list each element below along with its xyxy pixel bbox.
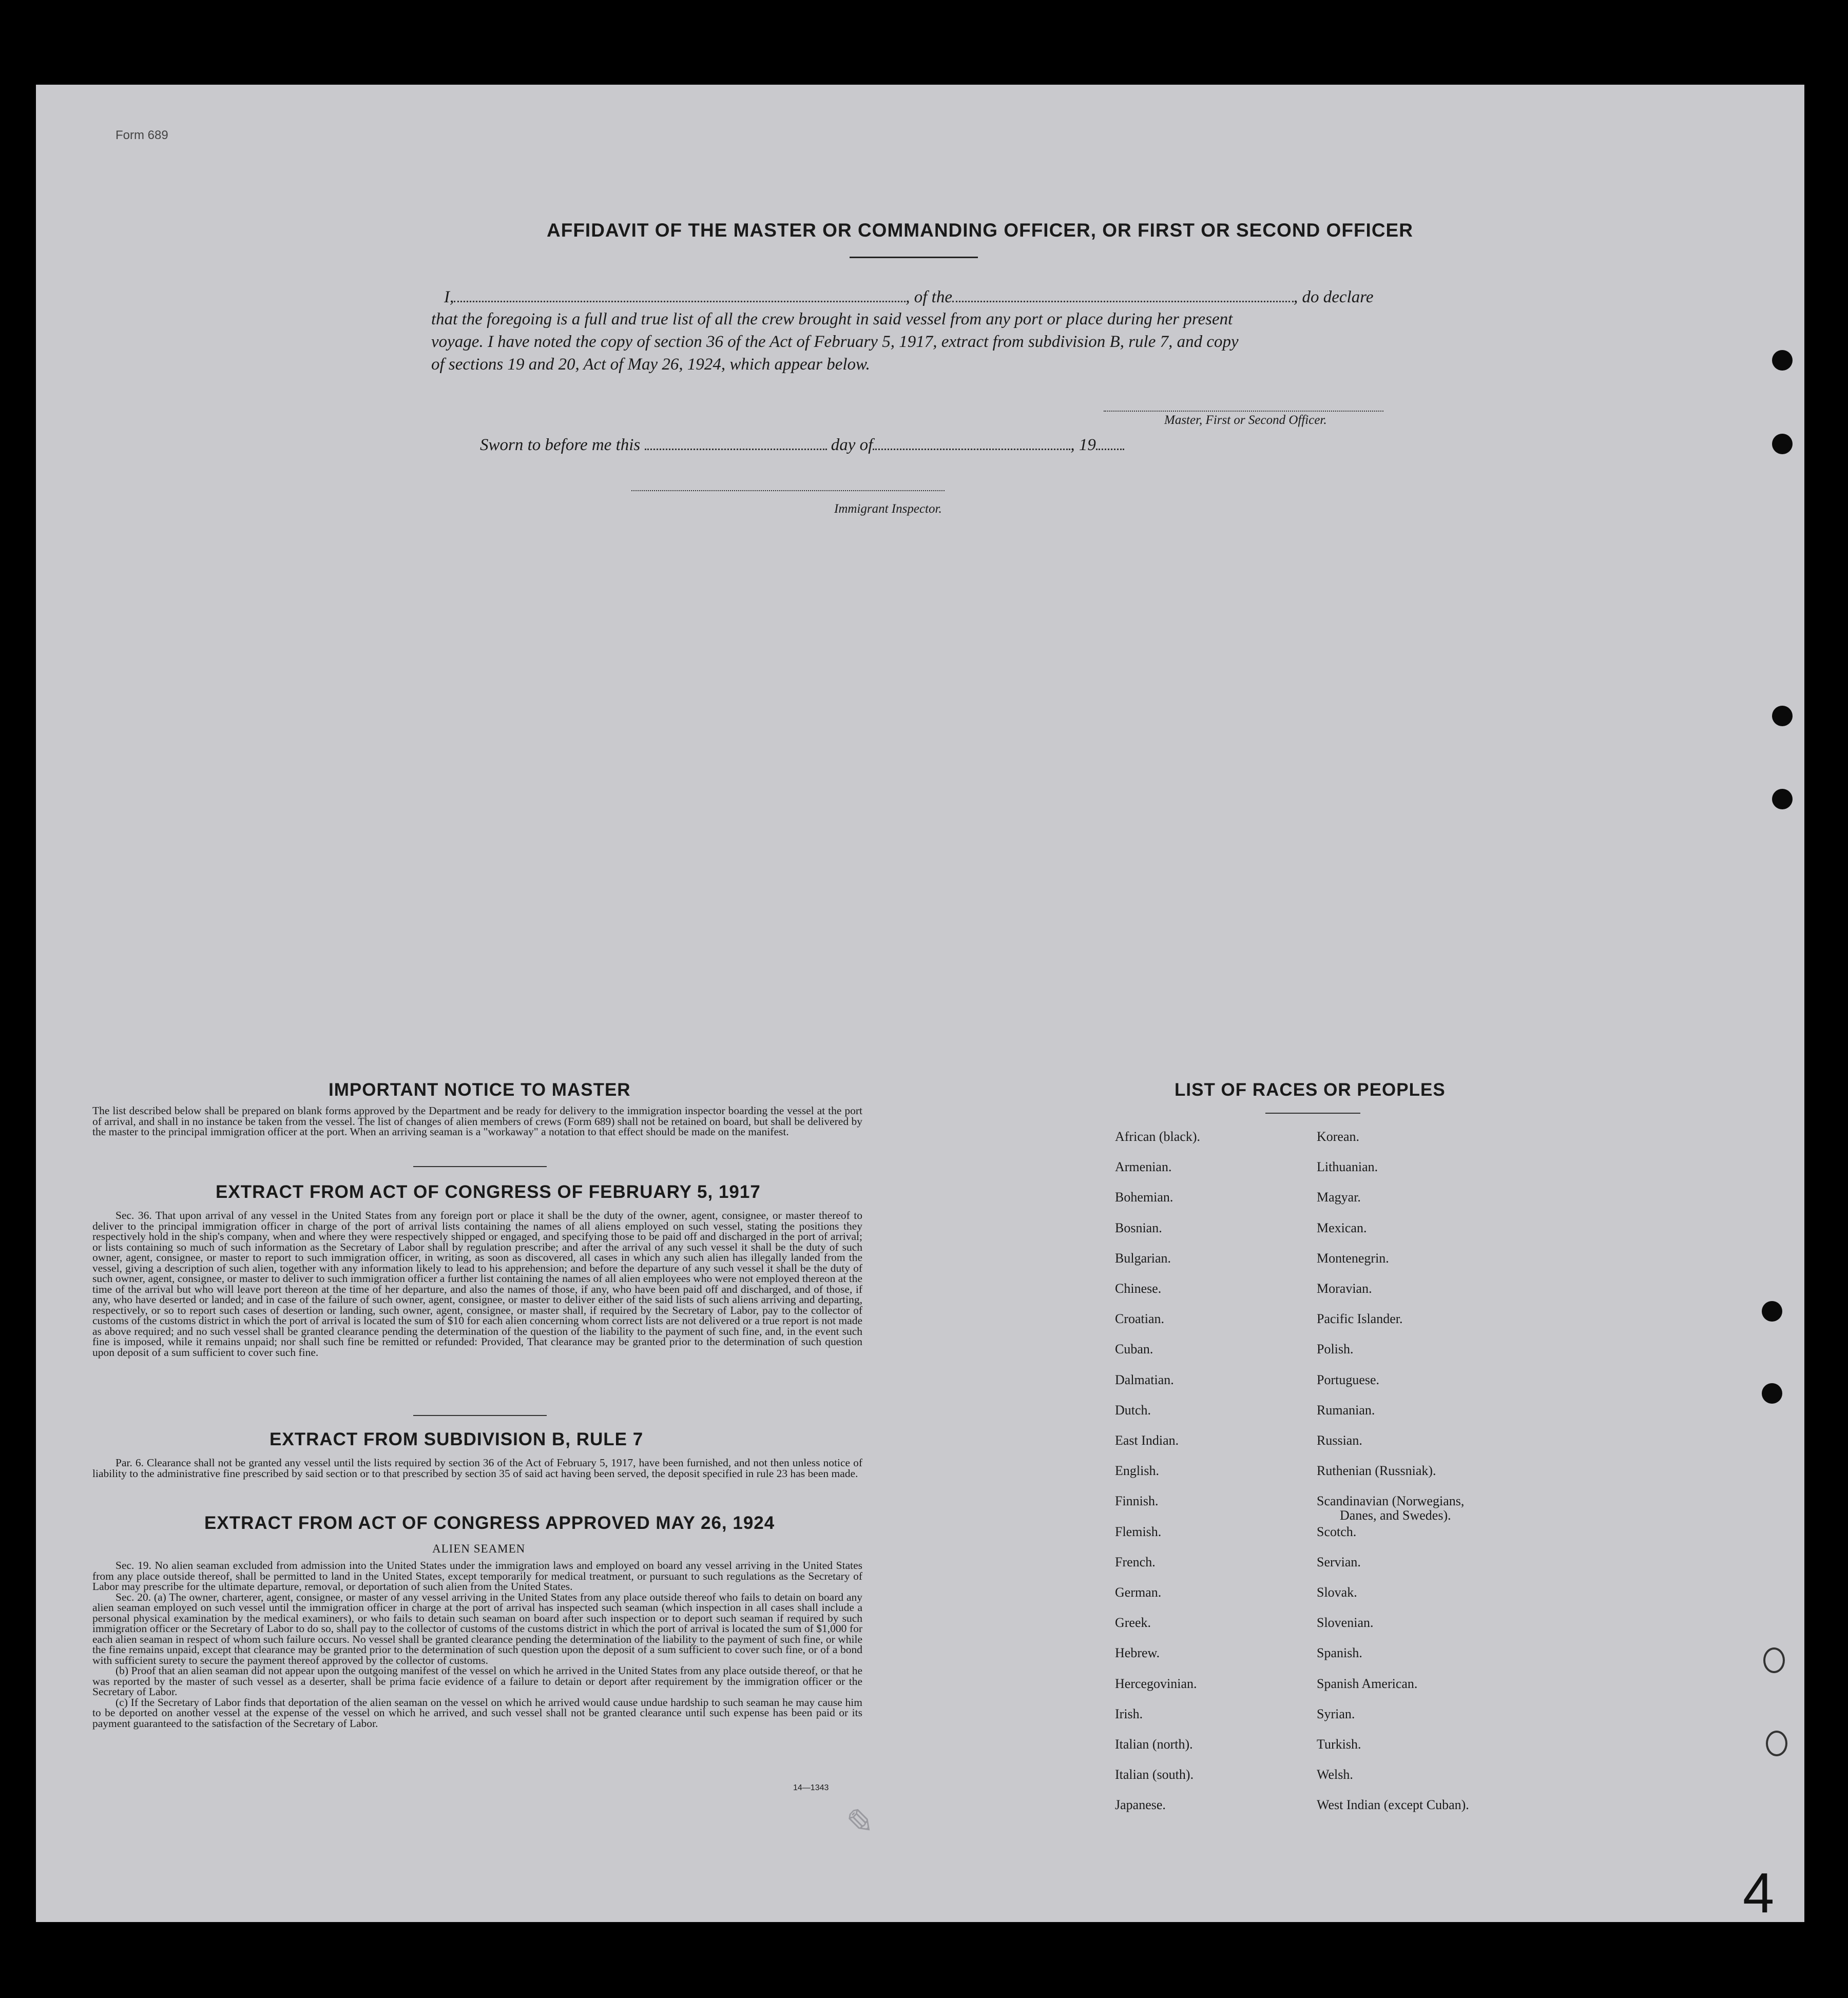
binder-hole — [1772, 706, 1793, 726]
race-item: Scandinavian (Norwegians, — [1317, 1493, 1465, 1509]
vessel-blank — [952, 287, 1294, 302]
divider — [413, 1415, 547, 1416]
affidavit-of-the: , of the — [906, 288, 952, 306]
affidavit-declare: , do declare — [1293, 288, 1374, 306]
race-item: Montenegrin. — [1317, 1250, 1389, 1266]
races-title: LIST OF RACES OR PEOPLES — [1175, 1080, 1446, 1100]
sworn-line — [480, 435, 1124, 455]
race-item: Pacific Islander. — [1317, 1311, 1403, 1327]
affidavit-i: I, — [444, 288, 454, 306]
race-item: Ruthenian (Russniak). — [1317, 1463, 1436, 1479]
extract-1924-text — [92, 1560, 862, 1729]
race-item: African (black). — [1115, 1129, 1201, 1144]
print-code: 14—1343 — [793, 1783, 829, 1792]
race-item: Polish. — [1317, 1342, 1354, 1357]
race-item: English. — [1115, 1463, 1159, 1479]
affidavit-title: AFFIDAVIT OF THE MASTER OR COMMANDING OFFICER, OR FIRST OR SECOND OFFICER — [547, 220, 1413, 241]
inspector-label: Immigrant Inspector. — [834, 502, 942, 516]
race-item: Bohemian. — [1115, 1190, 1173, 1205]
race-item: Scotch. — [1317, 1524, 1357, 1539]
race-item: Spanish American. — [1317, 1676, 1418, 1691]
race-item: Bosnian. — [1115, 1220, 1162, 1235]
affidavit-line-4: of sections 19 and 20, Act of May 26, 1924, which appear below. — [431, 355, 870, 374]
race-item: Servian. — [1317, 1554, 1361, 1569]
binder-hole-outline — [1763, 1647, 1785, 1673]
section-20c-text: (c) If the Secretary of Labor finds that deportation of the alien seaman on the vessel on which he arrived would cause undue hardship to such seaman he may cause him to be deported on another vessel at the expense of the vessel on which he arrived, and such vessel shall not be granted clearance until such expense has been paid or its payment guaranteed to the satisfaction of the Secretary of Labor. — [92, 1696, 862, 1730]
race-item: Danes, and Swedes). — [1340, 1508, 1451, 1523]
race-item: Japanese. — [1115, 1797, 1166, 1813]
race-item: Hebrew. — [1115, 1645, 1160, 1661]
binder-hole — [1772, 789, 1793, 809]
race-item: Dutch. — [1115, 1402, 1151, 1418]
race-item: Hercegovinian. — [1115, 1676, 1197, 1691]
race-item: Italian (south). — [1115, 1767, 1194, 1782]
race-item: Portuguese. — [1317, 1372, 1380, 1387]
section-36-text: Sec. 36. That upon arrival of any vessel in the United States from any foreign port or place it shall be the duty of the owner, agent, consignee, or master thereof to deliver to the principal immigration officer in charge of the port of arrival lists containing the names of all aliens employed on such vessel, stating the positions they respectively hold in the ship's company, when and where they were respectively shipped or engaged, and specifying those to be paid off and discharged in the port of arrival; or lists containing so much of such information as the Secretary of Labor shall by regulation prescribe; and after the arrival of any such vessel it shall be the duty of such owner, agent, consignee, or master to report to such immigration officer, in writing, as soon as discovered, all cases in which any such alien has illegally landed from the vessel, giving a description of such alien, together with any information likely to lead to his apprehension; and before the departure of any such vessel it shall be the duty of such owner, agent, consignee, or master to deliver to such immigration officer a further list containing the names of all alien employees who were not employed thereon at the time of the arrival but who will leave port thereon at the time of her departure, and also the names of those, if any, who have been paid off and discharged, and of those, if any, who have deserted or landed; and in case of the failure of such owner, agent, consignee, or master to deliver either of the said lists of such aliens arriving and departing, respectively, or so to report such cases of desertion or landing, such owner, agent, consignee, or master shall, if required by the Secretary of Labor, pay to the collector of customs of the customs district in which the port of arrival is located the sum of $10 for each alien concerning whom correct lists are not delivered or a true report is not made as above required; and no such vessel shall be granted clearance pending the determination of the question of the liability to the payment of such fine, and, in the event such fine is imposed, while it remains unpaid; nor shall such fine be remitted or refunded: Provided, That clearance may be granted prior to the determination of such question upon deposit of a sum sufficient to cover such fine. — [92, 1209, 862, 1359]
sworn-prefix: Sworn to before me this — [480, 436, 641, 454]
race-item: Mexican. — [1317, 1220, 1367, 1235]
race-item: Rumanian. — [1317, 1402, 1375, 1418]
paragraph-6-text: Par. 6. Clearance shall not be granted any vessel until the lists required by section 36 of the Act of February 5, 1917, have been furnished, and not then unless notice of liability to the administrative fine prescribed by said section or to that prescribed by section 35 of said act having been served, the deposit specified in rule 23 has been made. — [92, 1457, 862, 1480]
race-item: Moravian. — [1317, 1281, 1372, 1296]
race-item: Spanish. — [1317, 1645, 1362, 1661]
sworn-day-label: day of — [831, 436, 873, 454]
extract-rule7-title: EXTRACT FROM SUBDIVISION B, RULE 7 — [270, 1429, 644, 1449]
race-item: Armenian. — [1115, 1159, 1172, 1175]
race-item: Turkish. — [1317, 1737, 1361, 1752]
divider — [413, 1166, 547, 1167]
race-item: Cuban. — [1115, 1342, 1153, 1357]
race-item: Korean. — [1317, 1129, 1360, 1144]
race-item: Magyar. — [1317, 1190, 1361, 1205]
binder-hole-outline — [1766, 1731, 1787, 1756]
day-blank — [645, 435, 827, 450]
race-item: East Indian. — [1115, 1433, 1179, 1448]
race-item: Finnish. — [1115, 1493, 1159, 1509]
inspector-signature-line — [631, 490, 945, 491]
race-item: Chinese. — [1115, 1281, 1162, 1296]
race-item: Flemish. — [1115, 1524, 1162, 1539]
affidavit-line-3: voyage. I have noted the copy of section 36 of the Act of February 5, 1917, extract from subdivision B, rule 7, and copy — [431, 333, 1239, 351]
extract-rule7-text — [92, 1458, 862, 1479]
race-item: Croatian. — [1115, 1311, 1165, 1327]
extract-1917-title: EXTRACT FROM ACT OF CONGRESS OF FEBRUARY 5, 1917 — [216, 1182, 761, 1202]
binder-hole — [1772, 350, 1793, 371]
race-item: Greek. — [1115, 1615, 1151, 1631]
notice-title: IMPORTANT NOTICE TO MASTER — [329, 1080, 631, 1100]
race-item: Russian. — [1317, 1433, 1362, 1448]
faded-stamp: ✎ — [839, 1801, 875, 1845]
name-blank — [454, 287, 906, 302]
extract-1924-title: EXTRACT FROM ACT OF CONGRESS APPROVED MAY 26, 1924 — [204, 1513, 775, 1533]
sworn-year-label: , 19 — [1070, 436, 1096, 454]
race-item: Italian (north). — [1115, 1737, 1193, 1752]
race-item: Lithuanian. — [1317, 1159, 1378, 1175]
binder-hole — [1762, 1301, 1782, 1322]
section-20a-text: Sec. 20. (a) The owner, charterer, agent, consignee, or master of any vessel arriving in the United States from any place outside thereof who fails to detain on board any alien seaman employed on such vessel until the immigration officer in charge at the port of arrival has inspected such seaman (which inspection in all cases shall include a personal physical examination by the medical examiners), or who fails to detain such seaman on board after such inspection or to deport such seaman if required by such immigration officer or the Secretary of Labor to do so, shall pay to the collector of customs of the customs district in which the port of arrival is located the sum of $1,000 for each alien seaman in respect of whom such failure occurs. No vessel shall be granted clearance pending the determination of the liability to the payment of such fine, or while the fine remains unpaid, except that clearance may be granted prior to the determination of such question upon the deposit of a sum sufficient to cover such fine, or of a bond with sufficient surety to secure the payment thereof approved by the collector of customs. — [92, 1590, 862, 1666]
handwritten-mark: 4 — [1743, 1861, 1775, 1925]
affidavit-line-2: that the foregoing is a full and true list of all the crew brought in said vessel from any port or place during her present — [431, 310, 1233, 328]
race-item: Irish. — [1115, 1706, 1143, 1721]
race-item: West Indian (except Cuban). — [1317, 1797, 1469, 1813]
section-20b-text: (b) Proof that an alien seaman did not appear upon the outgoing manifest of the vessel on which he arrived in the United States from any place outside thereof, or that he was reported by the master of such vessel as a deserter, shall be prima facie evidence of a failure to detain or deport after requirement by the immigration officer or the Secretary of Labor. — [92, 1664, 862, 1698]
year-blank — [1096, 435, 1124, 450]
divider — [1265, 1113, 1360, 1114]
race-item: Slovak. — [1317, 1585, 1357, 1600]
race-item: Bulgarian. — [1115, 1250, 1171, 1266]
master-signature-line — [1104, 411, 1383, 412]
master-label: Master, First or Second Officer. — [1164, 413, 1327, 427]
month-blank — [873, 435, 1070, 450]
race-item: German. — [1115, 1585, 1162, 1600]
notice-text: The list described below shall be prepared on blank forms approved by the Department and be ready for delivery to the immigration inspector boarding the vessel at the port of arrival, and shall in no instance be taken from the vessel. The list of changes of alien members of crews (Form 689) shall not be retained on board, but shall be delivered by the master to the principal immigration officer at the port. When an arriving seaman is a "workaway" a notation to that effect should be made on the manifest. — [92, 1104, 862, 1138]
affidavit-line-1 — [444, 287, 1373, 307]
extract-1917-text — [92, 1210, 862, 1357]
race-item: Dalmatian. — [1115, 1372, 1174, 1387]
race-item: French. — [1115, 1554, 1156, 1569]
binder-hole — [1762, 1383, 1782, 1404]
section-19-text: Sec. 19. No alien seaman excluded from admission into the United States under the immigration laws and employed on board any vessel arriving in the United States from any place outside thereof, shall be permitted to land in the United States, except temporarily for medical treatment, or pursuant to such regulations as the Secretary of Labor may prescribe for the ultimate departure, removal, or deportation of such alien from the United States. — [92, 1559, 862, 1593]
race-item: Welsh. — [1317, 1767, 1353, 1782]
binder-hole — [1772, 434, 1793, 454]
alien-seamen-subtitle: ALIEN SEAMEN — [432, 1542, 526, 1555]
race-item: Slovenian. — [1317, 1615, 1374, 1631]
form-number: Form 689 — [116, 128, 168, 142]
race-item: Syrian. — [1317, 1706, 1355, 1721]
divider — [850, 257, 978, 258]
